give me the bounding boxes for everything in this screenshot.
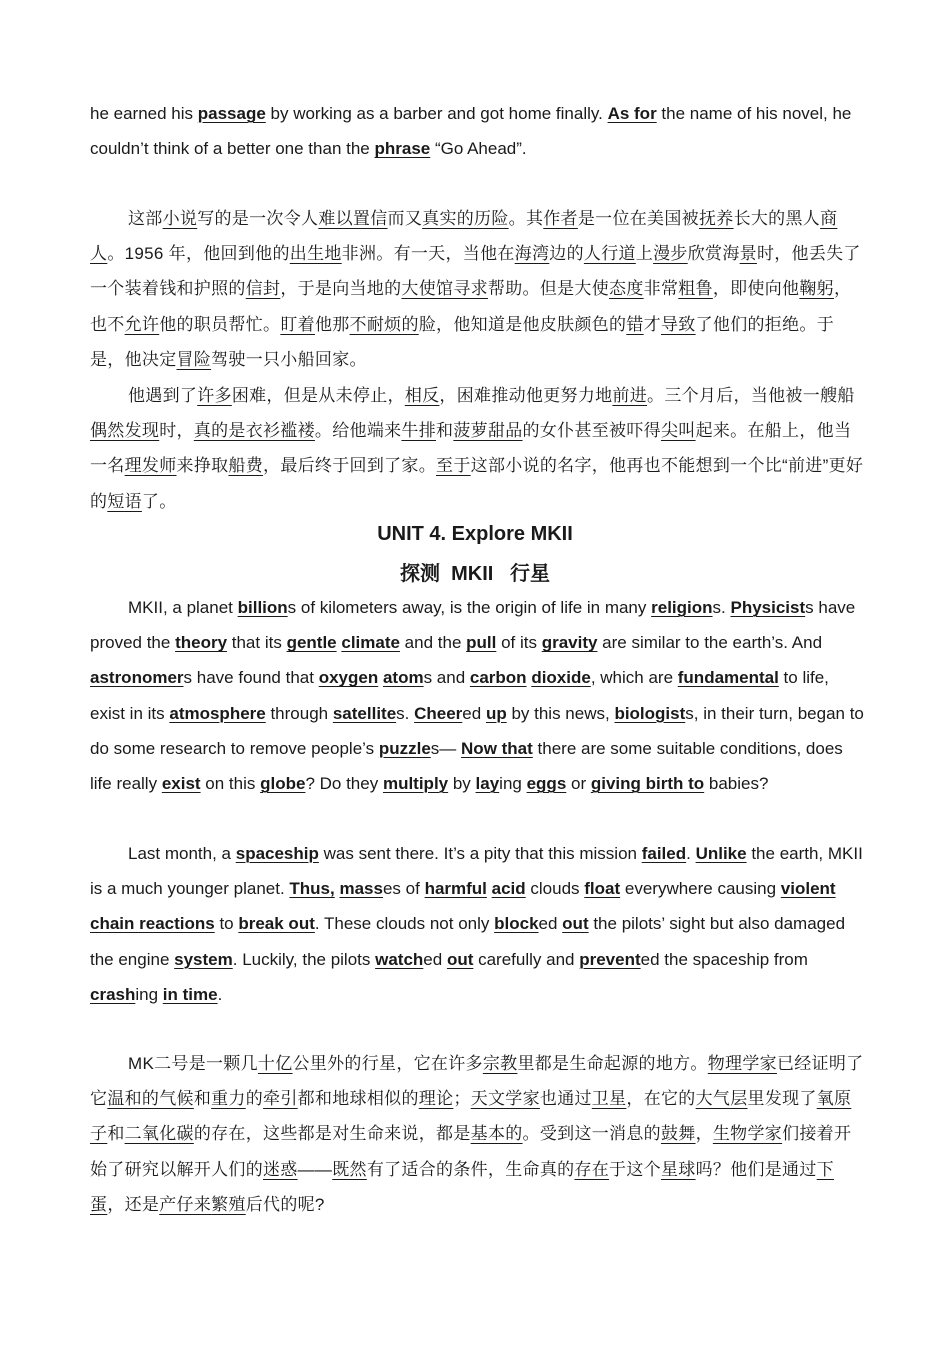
vocab-word: 人行道 [583, 244, 636, 264]
vocab-word: 理论 [418, 1089, 454, 1109]
text: 。其 [508, 209, 544, 228]
text: through [265, 703, 333, 723]
vocab-word: 鼓舞 [660, 1124, 696, 1144]
text: ，困难推动他更努力地 [439, 386, 613, 405]
paragraph-chinese-2 [90, 378, 865, 519]
text: 也通过 [539, 1089, 592, 1109]
text: . Luckily, the pilots [232, 949, 376, 969]
subtitle-part: 行星 [510, 563, 550, 585]
text: ，也不 [90, 279, 852, 334]
vocab-word: 商人 [90, 209, 838, 264]
vocab-word: 错 [626, 314, 644, 334]
vocab-word: 产仔来 [159, 1194, 212, 1214]
vocab-word: 导致 [660, 314, 696, 334]
text: by this news, [506, 703, 615, 723]
vocab-word: out [562, 914, 589, 934]
paragraph-english-2 [90, 590, 865, 801]
text: 公里外的行星，它在许多 [292, 1054, 483, 1073]
vocab-word: 偶然发现 [90, 421, 160, 441]
text: 边的 [549, 244, 584, 264]
text: , which are [590, 668, 678, 688]
text: 。1956 年，他回到他的 [107, 244, 290, 264]
text: ed the spaceship from [640, 949, 808, 969]
vocab-word: 前进 [612, 386, 648, 405]
vocab-word: harmful [424, 879, 487, 899]
vocab-word: 重力 [211, 1089, 246, 1109]
text: s and [423, 668, 470, 688]
vocab-word: fundamental [677, 668, 779, 688]
text: ed [538, 914, 563, 934]
vocab-word: astronomer [90, 668, 184, 688]
vocab-word: 出生地 [289, 244, 342, 264]
vocab-word: 难以置信 [318, 209, 388, 228]
text: Last month, a [128, 844, 236, 863]
vocab-word: globe [260, 774, 306, 794]
vocab-word: system [174, 949, 233, 969]
text: everywhere causing [620, 879, 781, 899]
vocab-word: 盯着 [280, 314, 315, 334]
paragraph-english-1 [90, 96, 865, 166]
text: 有了适合的条件，生命真的 [366, 1159, 575, 1179]
text: . These clouds not only [314, 914, 495, 934]
vocab-word: Now that [461, 738, 533, 758]
vocab-word: up [485, 703, 507, 723]
text: ； [453, 1089, 471, 1109]
vocab-word: 卫星 [591, 1089, 627, 1109]
vocab-word: 不耐烦的 [349, 314, 419, 334]
text: ing [499, 774, 527, 794]
text: s. [712, 598, 731, 617]
text: s have proved the [90, 598, 856, 653]
vocab-word: billion [237, 598, 288, 617]
text: by working as a barber and got home finally. [265, 104, 608, 123]
text: ，即使向他 [712, 279, 800, 299]
unit-subtitle [0, 557, 950, 586]
text: ， [695, 1124, 713, 1144]
text: 已经证明了它 [90, 1054, 864, 1109]
vocab-word: 态度 [609, 279, 644, 299]
vocab-word: 冒险 [176, 349, 212, 369]
subtitle-part: MKII [451, 563, 494, 585]
text: 。给他端来 [314, 421, 402, 441]
vocab-word: in time [162, 984, 218, 1004]
vocab-word: pull [466, 633, 497, 653]
text: . [217, 984, 223, 1004]
text: s— [430, 738, 462, 758]
text: and the [399, 633, 467, 653]
text: that its [227, 633, 287, 653]
vocab-word: giving birth to [590, 774, 705, 794]
vocab-word: 牛排 [401, 421, 437, 441]
text: 的存在，这些都是对生命来说，都是 [193, 1124, 471, 1144]
text: ，于是向当地的 [280, 279, 402, 299]
text: “Go Ahead”. [430, 139, 527, 159]
vocab-word: oxygen [318, 668, 379, 688]
text: MKII, a planet [128, 598, 238, 617]
text: es of [382, 879, 425, 899]
text: to [214, 914, 239, 934]
vocab-word: 许多 [197, 386, 232, 405]
vocab-word: watch [375, 949, 424, 969]
vocab-word: theory [175, 633, 228, 653]
paragraph-english-3 [90, 836, 865, 1012]
vocab-word: exist [161, 774, 201, 794]
vocab-word: 生物学家 [712, 1124, 783, 1144]
vocab-word: 物理学家 [707, 1054, 777, 1073]
vocab-word: prevent [579, 949, 641, 969]
vocab-word: atmosphere [169, 703, 266, 723]
vocab-word: Unlike [695, 844, 747, 863]
text: . [686, 844, 696, 863]
vocab-word: crash [90, 984, 136, 1004]
text: 都和地球相似的 [297, 1089, 419, 1109]
vocab-word: 漫步 [653, 244, 688, 264]
vocab-word: As for [607, 104, 657, 123]
vocab-word: 宗教 [482, 1054, 518, 1073]
text: 这部小说的名字，他再也不能想到一个比“前进”更好的 [90, 456, 864, 511]
text: s of kilometers away, is the origin of life in many [287, 598, 652, 617]
vocab-word: break out [238, 914, 315, 934]
vocab-word: climate [341, 633, 400, 653]
text: he earned his [90, 104, 198, 123]
text: 。三个月后，当他被一艘船 [647, 386, 855, 405]
text: there are some suitable conditions, does life really [90, 738, 843, 794]
vocab-word: out [446, 949, 474, 969]
text: 来挣取 [176, 456, 229, 476]
vocab-word: 菠萝甜品 [453, 421, 523, 441]
vocab-word: 大使馆寻求 [401, 279, 488, 299]
vocab-word: 二氧化碳 [124, 1124, 194, 1144]
text: 长大的黑人 [733, 209, 821, 228]
vocab-word: 真的是衣衫褴褛 [193, 421, 315, 441]
vocab-word: 存在 [574, 1159, 610, 1179]
text: 的 [245, 1089, 264, 1109]
text: s have found that [183, 668, 319, 688]
text: 困难，但是从未停止， [231, 386, 405, 405]
vocab-word: 至于 [436, 456, 471, 476]
vocab-word: 景 [739, 244, 757, 264]
text: to life, exist in its [90, 668, 829, 723]
text: s, in their turn, began to do some research to remove people’s [90, 703, 864, 758]
vocab-word: 基本的 [470, 1124, 523, 1144]
vocab-word: 星球 [660, 1159, 696, 1179]
text: on this [200, 774, 261, 794]
vocab-word: mass [339, 879, 383, 899]
text: 这部 [128, 209, 163, 228]
vocab-word: block [494, 914, 539, 934]
vocab-word: carbon [469, 668, 527, 688]
vocab-word: 船费 [228, 456, 264, 476]
text: ? Do they [305, 774, 383, 794]
text: 他的职员帮忙。 [159, 314, 281, 334]
text: of its [496, 633, 542, 653]
text: 非洲。有一天，当他在 [341, 244, 515, 264]
text: 脸，他知道是他皮肤颜色的 [418, 314, 627, 334]
vocab-word: 短语 [107, 491, 142, 511]
vocab-word: 粗鲁 [678, 279, 713, 299]
vocab-word: 作者 [543, 209, 578, 228]
text: 里发现了 [747, 1089, 817, 1109]
text: 他遇到了 [128, 386, 198, 405]
paragraph-chinese-1 [90, 201, 865, 377]
text: 后代的呢? [245, 1194, 325, 1214]
text: the pilots’ sight but also damaged the engine [90, 914, 846, 969]
text: ，在它的 [626, 1089, 696, 1109]
text: ing [135, 984, 163, 1004]
text: babies? [704, 774, 769, 794]
text: —— [297, 1159, 333, 1179]
text: ，最后终于回到了家。 [263, 456, 437, 476]
vocab-word: 既然 [332, 1159, 367, 1179]
vocab-word: 信封 [245, 279, 281, 299]
vocab-word: 允许 [124, 314, 160, 334]
vocab-word: spaceship [235, 844, 319, 863]
vocab-word: Physicist [730, 598, 806, 617]
text: ed [423, 949, 447, 969]
vocab-word: 相反 [404, 386, 440, 405]
subtitle-part: 探测 [399, 563, 440, 585]
paragraph-chinese-3 [90, 1046, 865, 1222]
text: 了。 [141, 491, 177, 511]
vocab-word: satellite [332, 703, 397, 723]
vocab-word: biologist [614, 703, 686, 723]
vocab-word: 繁殖 [211, 1194, 246, 1214]
text: clouds [525, 879, 585, 899]
text: 时，他丢失了一个装着钱和护照的 [90, 244, 861, 299]
text: 们接着开始了研究以解开人们的 [90, 1124, 852, 1179]
vocab-word: Cheer [414, 703, 463, 723]
text: 是一位在美国被 [577, 209, 699, 228]
vocab-word: violent [780, 879, 836, 899]
text: the earth, MKII is a much younger planet. [90, 844, 863, 899]
vocab-word: passage [197, 104, 266, 123]
vocab-word: 真实的历险 [422, 209, 509, 228]
vocab-word: dioxide [531, 668, 591, 688]
text: 里都是生命起源的地方。 [517, 1054, 708, 1073]
vocab-word: gravity [541, 633, 598, 653]
vocab-word: failed [641, 844, 687, 863]
text: 和 [436, 421, 454, 441]
text: carefully and [473, 949, 580, 969]
text: 才 [643, 314, 661, 334]
text: 了他们的拒绝。于是，他决定 [90, 314, 834, 369]
vocab-word: 下蛋 [90, 1159, 834, 1214]
vocab-word: float [584, 879, 621, 899]
vocab-word: 海湾 [514, 244, 550, 264]
vocab-word: 天文学家 [470, 1089, 540, 1109]
text: 。受到这一消息的 [522, 1124, 661, 1144]
vocab-word: lay [475, 774, 500, 794]
text: 上 [635, 244, 654, 264]
text: ed [462, 703, 486, 723]
text: 和 [107, 1124, 125, 1144]
vocab-word: phrase [374, 139, 431, 159]
text: 吗？他们是通过 [695, 1159, 817, 1179]
vocab-word: gentle [286, 633, 337, 653]
vocab-word: chain reactions [90, 914, 215, 934]
vocab-word: 抚养 [698, 209, 734, 228]
vocab-word: acid [491, 879, 526, 899]
text: the name of his novel, he couldn’t think of a better one than the [90, 104, 852, 159]
text: 于这个 [609, 1159, 661, 1179]
text: by [448, 774, 476, 794]
text: s. [396, 703, 415, 723]
text: 驾驶一只小船回家。 [211, 349, 367, 369]
vocab-word: 迷惑 [263, 1159, 298, 1179]
vocab-word: religion [651, 598, 713, 617]
text: 欣赏海 [687, 244, 740, 264]
vocab-word: puzzle [378, 738, 431, 758]
vocab-word: 小说 [162, 209, 198, 228]
vocab-word: 牵引 [263, 1089, 298, 1109]
vocab-word: multiply [382, 774, 449, 794]
text: 非常 [643, 279, 679, 299]
vocab-word: 鞠躬 [799, 279, 834, 299]
vocab-word: 大气层 [695, 1089, 748, 1109]
text: 的女仆甚至被吓得 [522, 421, 661, 441]
text: or [566, 774, 591, 794]
vocab-word: eggs [526, 774, 567, 794]
text: 时， [159, 421, 194, 441]
text: ，还是 [107, 1194, 160, 1214]
vocab-word: 氧原子 [90, 1089, 852, 1144]
vocab-word: 十亿 [257, 1054, 293, 1073]
vocab-word: 理发师 [124, 456, 177, 476]
text: 起来。在船上，他当一名 [90, 421, 852, 476]
vocab-word: atom [382, 668, 424, 688]
text: 帮助。但是大使 [487, 279, 610, 299]
unit-title: UNIT 4. Explore MKII [377, 523, 573, 545]
text: are similar to the earth’s. And [597, 633, 823, 653]
text: 他那 [314, 314, 350, 334]
text: 和 [193, 1089, 212, 1109]
text: 写的是一次令人 [197, 209, 319, 228]
text: MK二号是一颗几 [128, 1054, 258, 1073]
vocab-word: 尖叫 [660, 421, 696, 441]
text: 而又 [387, 209, 423, 228]
text: was sent there. It’s a pity that this mission [318, 844, 642, 863]
vocab-word: Thus, [289, 879, 335, 899]
vocab-word: 温和的气候 [107, 1089, 194, 1109]
